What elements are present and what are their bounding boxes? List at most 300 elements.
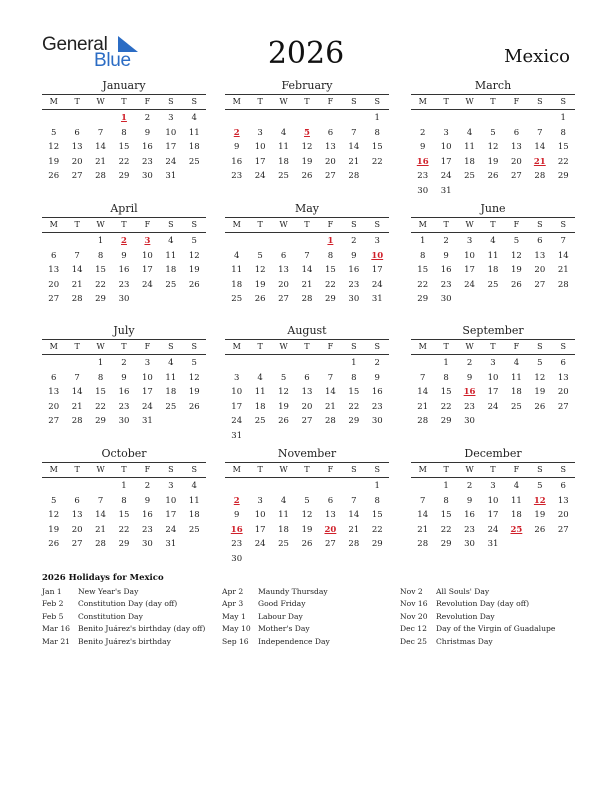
day-cell: 11 — [278, 142, 289, 153]
empty-cell — [248, 111, 271, 126]
empty-cell — [42, 356, 65, 371]
day-cell: 10 — [141, 372, 153, 383]
weekday-header: F — [327, 97, 334, 106]
weekday-header: T — [74, 465, 80, 474]
empty-cell — [458, 111, 481, 126]
day-cell: 9 — [466, 495, 473, 506]
day-cell: 22 — [95, 401, 106, 412]
empty-cell — [89, 111, 112, 126]
holiday-date: May 1 — [222, 611, 246, 621]
day-cell: 7 — [537, 127, 543, 138]
holiday-name: Maundy Thursday — [258, 587, 328, 596]
holiday-date: Feb 2 — [42, 599, 64, 609]
holiday-date: Mar 21 — [42, 636, 71, 646]
empty-cell — [319, 111, 342, 126]
day-cell: 30 — [417, 185, 429, 196]
day-cell: 21 — [348, 524, 360, 535]
day-cell: 28 — [71, 416, 83, 427]
weekday-header: S — [351, 220, 357, 229]
day-cell: 11 — [510, 372, 522, 383]
holiday-name: New Year's Day — [78, 587, 139, 596]
holiday-item — [42, 623, 205, 635]
weekday-header: F — [513, 220, 520, 229]
day-cell: 30 — [464, 539, 475, 550]
day-cell: 28 — [95, 539, 106, 550]
day-cell: 3 — [257, 127, 263, 138]
day-cell: 17 — [141, 265, 153, 276]
day-cell: 13 — [71, 510, 83, 521]
day-cell: 25 — [165, 279, 177, 290]
empty-cell — [295, 356, 318, 371]
day-cell: 20 — [324, 156, 336, 167]
day-cell: 17 — [487, 510, 499, 521]
month-september — [411, 324, 575, 429]
day-cell: 26 — [48, 171, 60, 182]
holiday-name: All Souls' Day — [436, 587, 490, 596]
day-cell: 28 — [348, 539, 360, 550]
day-cell: 3 — [374, 236, 380, 246]
day-cell: 11 — [165, 372, 177, 383]
month-november — [225, 447, 389, 567]
day-cell: 6 — [560, 358, 566, 368]
day-cell: 3 — [168, 113, 174, 123]
day-cell: 23 — [417, 171, 429, 182]
day-cell: 19 — [510, 265, 522, 276]
weekday-header: T — [490, 465, 496, 474]
day-cell: 7 — [74, 372, 80, 383]
day-cell: 7 — [560, 236, 566, 246]
day-cell: 27 — [534, 279, 546, 290]
day-cell: 20 — [301, 401, 313, 412]
day-cell: 18 — [254, 401, 266, 412]
weekday-header: T — [443, 342, 449, 351]
weekday-header: F — [513, 465, 520, 474]
day-cell: 20 — [48, 401, 60, 412]
month-april — [42, 202, 206, 307]
day-cell: 15 — [95, 265, 106, 276]
day-cell: 19 — [254, 279, 266, 290]
day-cell: 26 — [487, 171, 499, 182]
weekday-header-row — [225, 217, 389, 233]
day-cell: 7 — [351, 127, 357, 138]
holiday-item — [400, 598, 555, 610]
day-cell: 4 — [490, 236, 496, 246]
day-cell: 29 — [118, 539, 130, 550]
day-cell: 24 — [464, 279, 475, 290]
day-cell: 14 — [95, 142, 106, 153]
day-cell: 8 — [351, 372, 357, 383]
day-cell: 30 — [118, 416, 130, 427]
day-cell: 15 — [371, 510, 383, 521]
weekday-header: F — [327, 465, 334, 474]
day-cell: 24 — [231, 416, 243, 427]
day-cell: 29 — [440, 416, 452, 427]
day-cell: 30 — [141, 539, 153, 550]
weekday-header: T — [490, 97, 496, 106]
empty-cell — [342, 111, 365, 126]
day-cell: 11 — [231, 265, 243, 276]
day-cell: 11 — [510, 495, 522, 506]
holiday-date: Apr 3 — [222, 599, 244, 609]
day-cell: 23 — [141, 156, 153, 167]
day-cell: 19 — [487, 156, 499, 167]
weekday-header: T — [304, 465, 310, 474]
day-cell: 21 — [557, 265, 569, 276]
day-cell: 9 — [374, 372, 380, 383]
weekday-header: W — [96, 342, 105, 351]
weekday-header: T — [304, 220, 310, 229]
day-cell: 4 — [280, 127, 287, 138]
empty-cell — [272, 234, 295, 249]
day-cell: 6 — [537, 236, 543, 246]
day-cell: 23 — [464, 524, 475, 535]
empty-cell — [342, 479, 365, 494]
holiday-day-cell: 20 — [324, 524, 337, 535]
holiday-item — [222, 586, 330, 598]
weekday-header: T — [257, 465, 263, 474]
holiday-day-cell: 16 — [463, 387, 476, 398]
weekday-header: T — [257, 97, 263, 106]
day-cell: 29 — [95, 294, 106, 305]
day-cell: 17 — [487, 387, 499, 398]
empty-cell — [411, 356, 434, 371]
day-cell: 8 — [420, 250, 426, 261]
day-cell: 24 — [165, 524, 177, 535]
day-cell: 25 — [278, 171, 289, 182]
empty-cell — [434, 111, 457, 126]
day-cell: 17 — [254, 156, 266, 167]
weekday-header: M — [232, 342, 241, 351]
holiday-day-cell: 12 — [533, 495, 546, 506]
day-cell: 19 — [48, 524, 60, 535]
weekday-header: F — [327, 342, 334, 351]
empty-cell — [65, 111, 88, 126]
day-cell: 30 — [371, 416, 383, 427]
day-cell: 3 — [257, 495, 263, 506]
empty-cell — [505, 111, 528, 126]
day-cell: 22 — [371, 524, 383, 535]
holiday-date: Dec 25 — [400, 636, 427, 646]
day-cell: 27 — [324, 171, 336, 182]
empty-cell — [42, 479, 65, 494]
day-cell: 16 — [231, 156, 243, 167]
day-cell: 3 — [490, 358, 496, 368]
day-cell: 15 — [118, 142, 130, 153]
day-cell: 26 — [301, 539, 313, 550]
day-cell: 5 — [191, 358, 197, 368]
day-cell: 20 — [278, 279, 289, 290]
day-cell: 4 — [257, 372, 263, 383]
day-cell: 1 — [374, 481, 380, 491]
day-cell: 25 — [231, 294, 243, 305]
weekday-header: M — [418, 97, 427, 106]
day-cell: 24 — [165, 156, 177, 167]
holiday-name: Revolution Day — [436, 611, 495, 621]
day-cell: 23 — [141, 524, 153, 535]
day-cell: 3 — [144, 358, 151, 368]
day-cell: 25 — [188, 524, 200, 535]
weekday-header: T — [74, 97, 80, 106]
day-cell: 10 — [165, 127, 177, 138]
empty-cell — [295, 234, 318, 249]
month-name: November — [277, 447, 337, 460]
day-cell: 16 — [141, 510, 153, 521]
holidays-column — [400, 586, 555, 648]
month-name: March — [474, 79, 512, 92]
holiday-item — [222, 598, 330, 610]
month-name: October — [101, 447, 147, 460]
day-cell: 29 — [95, 416, 106, 427]
weekday-header: F — [513, 342, 520, 351]
day-cell: 18 — [231, 279, 243, 290]
weekday-header: M — [49, 97, 58, 106]
empty-cell — [225, 111, 248, 126]
day-cell: 14 — [324, 387, 336, 398]
day-cell: 14 — [348, 510, 360, 521]
weekday-header: T — [443, 465, 449, 474]
day-cell: 24 — [487, 401, 499, 412]
day-cell: 4 — [280, 495, 287, 506]
empty-cell — [272, 479, 295, 494]
holidays-column — [222, 586, 330, 648]
weekday-header: F — [144, 342, 151, 351]
weekday-header: W — [279, 465, 288, 474]
day-cell: 2 — [466, 358, 473, 368]
day-grid — [42, 111, 206, 184]
day-cell: 22 — [118, 156, 130, 167]
day-cell: 24 — [254, 539, 266, 550]
weekday-header-row — [42, 339, 206, 355]
day-cell: 27 — [278, 294, 289, 305]
day-cell: 20 — [557, 387, 569, 398]
day-cell: 26 — [301, 171, 313, 182]
weekday-header: T — [490, 220, 496, 229]
day-cell: 9 — [443, 250, 449, 261]
day-cell: 6 — [513, 127, 520, 138]
day-cell: 15 — [557, 142, 569, 153]
day-cell: 27 — [324, 539, 336, 550]
day-cell: 21 — [417, 401, 429, 412]
day-cell: 5 — [537, 481, 543, 491]
day-cell: 8 — [121, 495, 127, 506]
weekday-header: F — [144, 220, 151, 229]
weekday-header: T — [304, 342, 310, 351]
month-name: September — [462, 324, 524, 337]
empty-cell — [319, 479, 342, 494]
holiday-name: Mother's Day — [258, 624, 310, 634]
day-cell: 11 — [188, 127, 200, 138]
day-cell: 15 — [440, 510, 452, 521]
day-cell: 10 — [464, 250, 475, 261]
day-cell: 23 — [231, 171, 243, 182]
day-cell: 24 — [254, 171, 266, 182]
weekday-header: M — [232, 97, 241, 106]
holidays-title: 2026 Holidays for Mexico — [42, 573, 164, 583]
day-cell: 13 — [324, 142, 336, 153]
day-cell: 4 — [191, 113, 197, 123]
empty-cell — [481, 111, 504, 126]
day-cell: 8 — [443, 372, 449, 383]
day-cell: 10 — [165, 495, 177, 506]
day-cell: 4 — [234, 250, 240, 261]
day-cell: 24 — [371, 279, 383, 290]
day-cell: 19 — [188, 387, 200, 398]
day-cell: 20 — [48, 279, 60, 290]
weekday-header: S — [374, 220, 380, 229]
month-name: May — [294, 202, 320, 215]
weekday-header: M — [49, 342, 58, 351]
weekday-header: S — [560, 465, 566, 474]
day-cell: 5 — [513, 236, 520, 246]
day-cell: 11 — [254, 387, 266, 398]
day-cell: 2 — [144, 481, 151, 491]
holiday-day-cell: 2 — [121, 236, 127, 246]
day-cell: 4 — [191, 481, 197, 491]
day-grid — [225, 479, 389, 567]
empty-cell — [528, 111, 551, 126]
holiday-date: Nov 20 — [400, 611, 428, 621]
weekday-header: S — [537, 97, 543, 106]
day-cell: 23 — [440, 279, 452, 290]
day-cell: 29 — [348, 416, 360, 427]
weekday-header-row — [42, 462, 206, 478]
day-cell: 3 — [168, 481, 174, 491]
day-cell: 12 — [188, 372, 200, 383]
weekday-header: T — [304, 97, 310, 106]
empty-cell — [65, 479, 88, 494]
day-cell: 16 — [118, 265, 130, 276]
day-cell: 16 — [440, 265, 452, 276]
day-cell: 2 — [466, 481, 473, 491]
day-cell: 13 — [48, 387, 60, 398]
day-cell: 7 — [327, 372, 334, 383]
empty-cell — [42, 111, 65, 126]
holiday-date: Sep 16 — [222, 636, 249, 646]
weekday-header: W — [279, 97, 288, 106]
weekday-header: T — [121, 465, 127, 474]
weekday-header: F — [513, 97, 520, 106]
day-cell: 9 — [234, 142, 240, 153]
empty-cell — [272, 111, 295, 126]
month-name: February — [281, 79, 333, 92]
day-grid — [411, 479, 575, 552]
day-cell: 26 — [48, 539, 60, 550]
day-cell: 15 — [371, 142, 383, 153]
day-cell: 22 — [440, 401, 452, 412]
day-cell: 15 — [348, 387, 360, 398]
day-cell: 15 — [118, 510, 130, 521]
holiday-item — [400, 636, 555, 648]
country-name: Mexico — [504, 46, 570, 67]
holiday-item — [222, 636, 330, 648]
day-cell: 16 — [464, 510, 475, 521]
weekday-header: M — [418, 220, 427, 229]
day-cell: 27 — [510, 171, 522, 182]
day-cell: 11 — [165, 250, 177, 261]
holiday-name: Christmas Day — [436, 636, 493, 646]
month-july — [42, 324, 206, 429]
holiday-day-cell: 2 — [233, 127, 240, 138]
day-cell: 14 — [348, 142, 360, 153]
day-cell: 22 — [417, 279, 429, 290]
day-cell: 3 — [466, 236, 473, 246]
empty-cell — [42, 234, 65, 249]
day-cell: 6 — [560, 481, 566, 491]
day-cell: 3 — [490, 481, 496, 491]
day-cell: 3 — [443, 127, 449, 138]
holiday-name: Revolution Day (day off) — [436, 599, 530, 609]
day-cell: 7 — [97, 495, 104, 506]
day-cell: 14 — [71, 265, 83, 276]
holiday-date: Apr 2 — [222, 587, 244, 596]
day-cell: 28 — [557, 279, 569, 290]
day-cell: 14 — [417, 387, 429, 398]
day-cell: 2 — [420, 127, 426, 138]
day-cell: 28 — [534, 171, 546, 182]
day-cell: 23 — [118, 279, 130, 290]
day-cell: 10 — [254, 510, 266, 521]
day-cell: 31 — [371, 294, 383, 305]
day-cell: 17 — [231, 401, 243, 412]
weekday-header: S — [168, 220, 174, 229]
day-cell: 17 — [440, 156, 452, 167]
day-cell: 16 — [348, 265, 360, 276]
month-december — [411, 447, 575, 552]
day-cell: 30 — [141, 171, 153, 182]
weekday-header: T — [490, 342, 496, 351]
month-october — [42, 447, 206, 552]
day-cell: 8 — [374, 495, 380, 506]
weekday-header: S — [191, 465, 197, 474]
weekday-header-row — [42, 94, 206, 110]
weekday-header: M — [418, 342, 427, 351]
empty-cell — [295, 479, 318, 494]
day-cell: 9 — [121, 250, 127, 261]
holiday-date: Nov 2 — [400, 587, 423, 596]
day-cell: 13 — [510, 142, 522, 153]
day-cell: 27 — [557, 524, 569, 535]
day-cell: 31 — [440, 185, 452, 196]
weekday-header-row — [411, 94, 575, 110]
day-cell: 28 — [348, 171, 360, 182]
day-cell: 9 — [420, 142, 426, 153]
day-cell: 30 — [440, 294, 452, 305]
weekday-header: S — [168, 342, 174, 351]
day-cell: 13 — [71, 142, 83, 153]
day-cell: 8 — [443, 495, 449, 506]
day-cell: 9 — [144, 495, 151, 506]
day-cell: 24 — [141, 279, 153, 290]
weekday-header: S — [168, 465, 174, 474]
day-cell: 3 — [234, 372, 240, 383]
day-cell: 18 — [188, 510, 200, 521]
empty-cell — [65, 234, 88, 249]
day-cell: 22 — [371, 156, 383, 167]
holiday-item — [222, 611, 330, 623]
weekday-header: M — [232, 220, 241, 229]
weekday-header-row — [42, 217, 206, 233]
day-cell: 20 — [510, 156, 522, 167]
day-cell: 12 — [48, 142, 60, 153]
holiday-day-cell: 21 — [533, 156, 546, 167]
day-cell: 9 — [121, 372, 127, 383]
weekday-header: S — [560, 97, 566, 106]
weekday-header: F — [144, 465, 151, 474]
day-grid — [42, 356, 206, 429]
day-cell: 1 — [351, 358, 357, 368]
day-cell: 7 — [97, 127, 104, 138]
holiday-item — [222, 623, 330, 635]
